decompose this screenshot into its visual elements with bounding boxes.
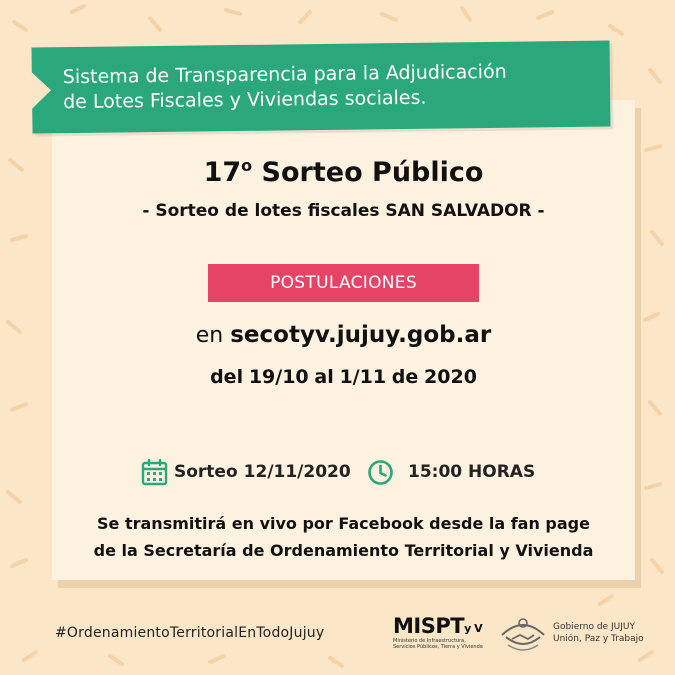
website-link[interactable]: secotyv.jujuy.gob.ar bbox=[230, 322, 492, 348]
page-title bbox=[52, 156, 635, 188]
header-banner bbox=[31, 40, 610, 133]
draw-label: Sorteo bbox=[174, 462, 238, 482]
misptv-line-2: Servicios Públicos, Tierra y Vivienda bbox=[393, 644, 483, 650]
broadcast-info bbox=[52, 510, 635, 564]
date-del: del bbox=[210, 366, 244, 388]
date-start: 19/10 bbox=[248, 366, 309, 388]
date-de: de bbox=[391, 366, 419, 388]
url-line bbox=[52, 322, 635, 348]
gob-line-1: Gobierno de JUJUY bbox=[553, 622, 635, 632]
date-year: 2020 bbox=[424, 366, 477, 388]
misptv-logo bbox=[393, 614, 487, 650]
gob-line-2: Unión, Paz y Trabajo bbox=[553, 634, 644, 644]
draw-time bbox=[367, 458, 535, 486]
jujuy-emblem-icon bbox=[498, 613, 548, 655]
draw-date bbox=[141, 458, 351, 486]
banner-title bbox=[63, 59, 591, 115]
draw-time-value: 15:00 HORAS bbox=[408, 462, 536, 482]
title-ordinal: o bbox=[241, 156, 253, 175]
draw-date-value: 12/11/2020 bbox=[243, 462, 351, 482]
title-number: 17 bbox=[203, 157, 242, 188]
url-prefix: en bbox=[195, 323, 224, 348]
misptv-suffix: y V bbox=[464, 622, 483, 635]
date-end: 1/11 bbox=[339, 366, 387, 388]
date-al: al bbox=[314, 366, 334, 388]
misptv-name: MISPT bbox=[393, 614, 465, 638]
banner-notch bbox=[31, 71, 51, 109]
broadcast-line-1: Se transmitirá en vivo por Facebook desde la fan page bbox=[97, 514, 590, 533]
hashtag: #OrdenamientoTerritorialEnTodoJujuy bbox=[55, 625, 325, 641]
misptv-line-1: Ministerio de Infraestructura, bbox=[393, 638, 466, 644]
banner-line-1: Sistema de Transparencia para la Adjudicación bbox=[62, 60, 507, 89]
gobierno-jujuy-logo bbox=[553, 621, 644, 645]
subtitle: - Sorteo de lotes fiscales SAN SALVADOR - bbox=[142, 201, 545, 221]
postulaciones-badge: POSTULACIONES bbox=[208, 264, 479, 302]
date-range bbox=[52, 366, 635, 388]
broadcast-line-2: de la Secretaría de Ordenamiento Territorial y Vivienda bbox=[93, 541, 594, 560]
calendar-icon bbox=[141, 459, 168, 486]
banner-line-2: de Lotes Fiscales y Viviendas sociales. bbox=[63, 86, 427, 114]
title-text: Sorteo Público bbox=[261, 157, 484, 188]
clock-icon bbox=[367, 459, 394, 486]
